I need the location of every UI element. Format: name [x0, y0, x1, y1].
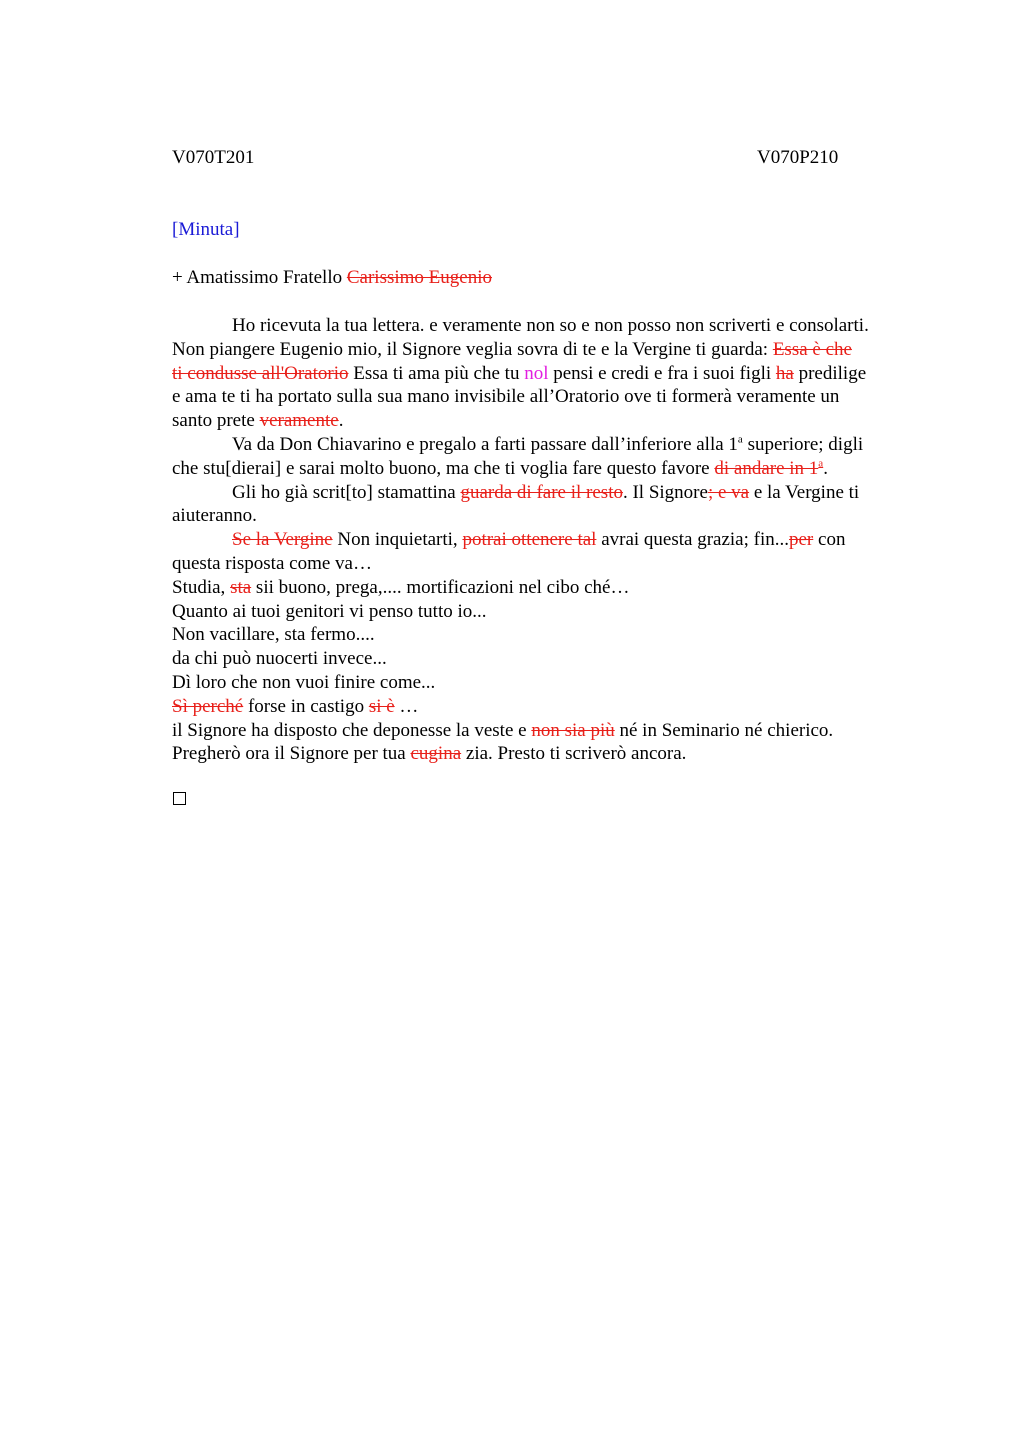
text-line — [172, 552, 932, 576]
deleted-text: potrai ottenere tal — [462, 529, 597, 551]
text-run: santo prete — [172, 410, 260, 432]
inserted-text: nol — [524, 362, 549, 384]
deleted-text: per — [789, 529, 814, 551]
text-run: . Il Signore — [622, 481, 708, 503]
text-run: e la Vergine ti — [749, 481, 860, 503]
text-run: Studia, — [172, 576, 231, 598]
deleted-text: si è — [368, 695, 395, 717]
text-line — [172, 742, 932, 766]
salutation-text: + Amatissimo Fratello — [172, 267, 347, 288]
text-run: Gli ho già scrit[to] stamattina — [232, 481, 461, 503]
text-run: che stu[dierai] e sarai molto buono, ma che ti voglia fare questo favore — [172, 457, 715, 479]
letter-body — [172, 314, 932, 766]
end-marker-box-icon — [173, 792, 186, 805]
text-run: Non vacillare, sta fermo.... — [172, 624, 375, 646]
text-line — [172, 504, 932, 528]
editorial-note-minuta: [Minuta] — [172, 219, 240, 240]
deleted-text — [714, 458, 823, 479]
deleted-text: sta — [230, 576, 252, 598]
text-run: Quanto ai tuoi genitori vi penso tutto io... — [172, 600, 487, 622]
text-line — [172, 528, 932, 552]
text-run: pensi e credi e fra i suoi figli — [548, 362, 776, 384]
text-line — [172, 409, 932, 433]
document-code-right: V070P210 — [757, 147, 839, 168]
deleted-text: veramente — [259, 410, 339, 432]
text-line — [172, 457, 932, 481]
text-run: Essa ti ama più che tu — [348, 362, 525, 384]
text-run: . — [823, 457, 828, 479]
deleted-text: non sia più — [531, 719, 615, 741]
deleted-text-run: di andare in 1 — [714, 457, 819, 479]
text-run: zia. Presto ti scriverò ancora. — [461, 743, 687, 765]
superscript: a — [737, 433, 743, 446]
text-line — [172, 338, 932, 362]
deleted-text: ti condusse all'Oratorio — [172, 362, 349, 384]
text-run: e ama te ti ha portato sulla sua mano invisibile all’Oratorio ove ti formerà veramente un — [172, 386, 840, 408]
text-run: Va da Don Chiavarino e pregalo a farti passare dall’inferiore alla 1 — [232, 433, 738, 455]
text-line — [172, 647, 932, 671]
text-line — [172, 671, 932, 695]
text-run: né in Seminario né chierico. — [614, 719, 834, 741]
text-line — [172, 314, 932, 338]
text-run: con — [813, 529, 846, 551]
text-line — [172, 695, 932, 719]
text-run: Pregherò ora il Signore per tua — [172, 743, 411, 765]
text-run: Non piangere Eugenio mio, il Signore veglia sovra di te e la Vergine ti guarda: — [172, 338, 773, 360]
deleted-text: Carissimo Eugenio — [346, 267, 492, 288]
text-run: questa risposta come va… — [172, 552, 372, 574]
text-run: . — [338, 410, 344, 432]
text-line — [172, 719, 932, 743]
text-run: forse in castigo — [243, 695, 369, 717]
text-run: da chi può nuocerti invece... — [172, 648, 387, 670]
text-run: … — [394, 695, 419, 717]
deleted-text: guarda di fare il resto — [460, 481, 623, 503]
deleted-text: ; e va — [707, 481, 750, 503]
text-line — [172, 576, 932, 600]
deleted-text: cugina — [410, 743, 462, 765]
text-line — [172, 362, 932, 386]
deleted-text: ha — [775, 362, 794, 384]
salutation-line — [172, 267, 492, 289]
text-run: sii buono, prega,.... mortificazioni nel cibo ché… — [251, 576, 630, 598]
document-code-left: V070T201 — [172, 147, 255, 168]
superscript: a — [818, 457, 824, 470]
deleted-text: Essa è che — [772, 338, 852, 360]
deleted-text: Sì perché — [172, 695, 244, 717]
text-line — [172, 600, 932, 624]
text-line — [172, 433, 932, 457]
text-run: superiore; digli — [742, 433, 864, 455]
text-line — [172, 481, 932, 505]
text-line — [172, 385, 932, 409]
text-run: Dì loro che non vuoi finire come... — [172, 671, 436, 693]
text-run: il Signore ha disposto che deponesse la veste e — [172, 719, 532, 741]
deleted-text: Se la Vergine — [232, 529, 333, 551]
text-run: Non inquietarti, — [332, 529, 463, 551]
text-run: predilige — [793, 362, 867, 384]
text-line — [172, 623, 932, 647]
text-run: aiuteranno. — [172, 505, 257, 527]
text-run: Ho ricevuta la tua lettera. e veramente non so e non posso non scriverti e consolarti. — [232, 315, 869, 336]
text-run: avrai questa grazia; fin... — [596, 529, 789, 551]
